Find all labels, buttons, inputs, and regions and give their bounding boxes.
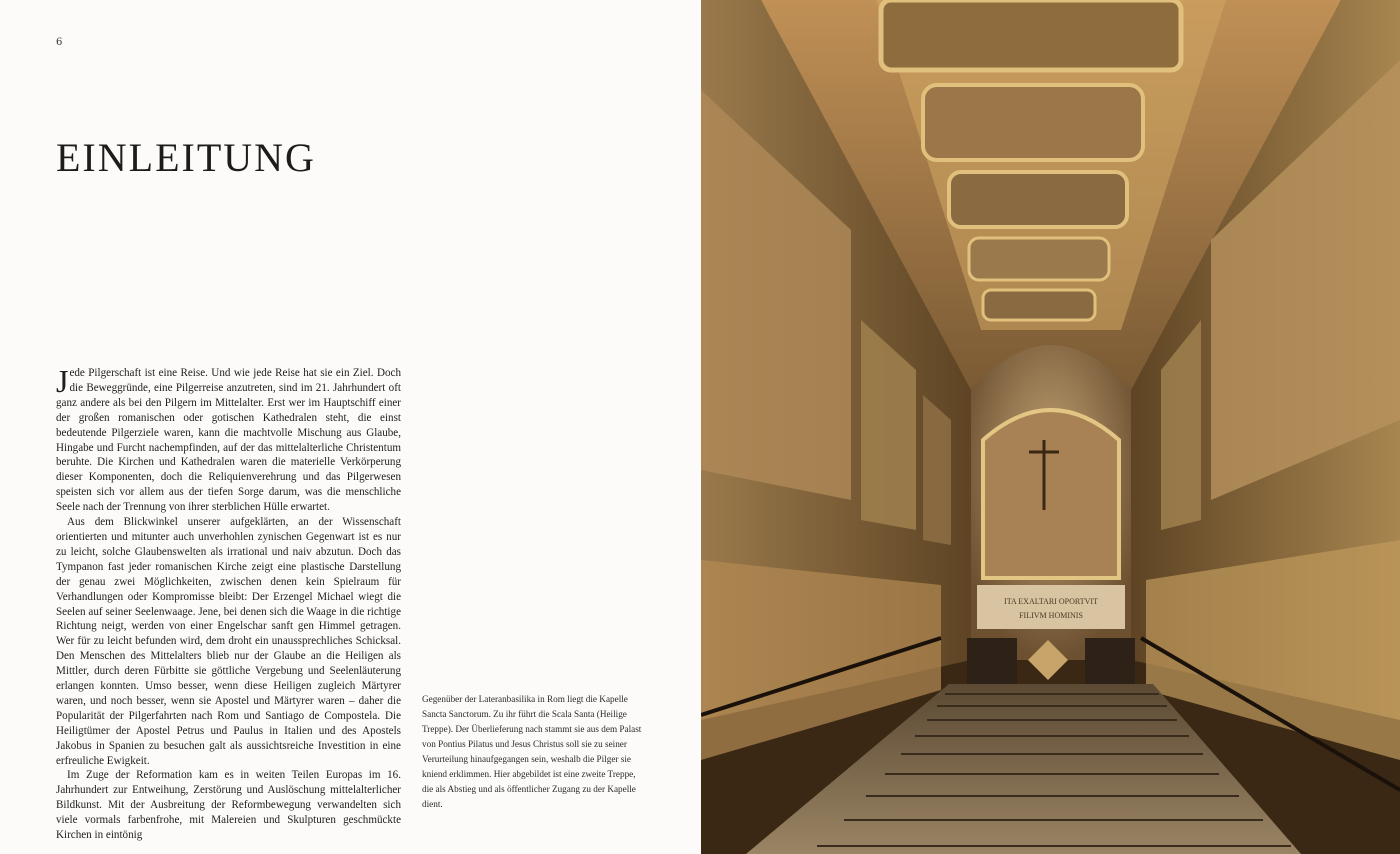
left-gate (967, 638, 1017, 684)
scala-santa-photo (701, 0, 1400, 854)
caption-text: Gegenüber der Lateranbasilika in Rom liegt die Kapelle Sancta Sanctorum. Zu ihr führt die Scala Santa (Heilige Treppe). Der Überlieferung nach stammt sie aus dem Palast von Pontius Pilatus und Jesus Christus soll sie zu seiner Verurteilung hinaufgegangen sein, weshalb die Pilger sie kniend erklimmen. Hier abgebildet ist eine zweite Treppe, die als Abstieg und als öffentlicher Zugang zu der Kapelle dient. (422, 694, 642, 809)
left-fresco-3 (923, 395, 951, 545)
drop-cap: J (56, 363, 69, 399)
ceiling-fresco-1 (881, 0, 1181, 70)
body-text (56, 363, 401, 843)
inscription-line-1: ITA EXALTARI OPORTVIT (1004, 597, 1098, 606)
photo-illustration (701, 0, 1400, 854)
paragraph-1-text: ede Pilgerschaft ist eine Reise. Und wie jede Reise hat sie ein Ziel. Doch die Beweggründe, eine Pilgerreise anzutreten, sind im 21. Jahrhundert oft ganz andere als bei den Pilgern im Mittelalter. Erst wer im Hauptschiff einer der großen romanischen oder gotischen Kathedralen steht, die einst bedeutende Pilgerziele waren, kann die machtvolle Mischung aus Glaube, Hingabe und Furcht nachempfinden, auf der das mittelalterliche Christentum beruhte. Die Kirchen und Kathedralen waren die materielle Verkörperung dieser Komponenten, doch die Reliquienverehrung und das Pilgerwesen speisten sich vor allem aus der tiefen Sorge darum, was die menschliche Seele nach der Trennung von ihrer sterblichen Hülle erwartet. (56, 367, 401, 514)
page-title: EINLEITUNG (56, 135, 316, 180)
paragraph-3: Im Zuge der Reformation kam es in weiten Teilen Europas im 16. Jahrhundert zur Entweihung, Zerstörung und Auslöschung mittelalterlicher Bildkunst. Mit der Ausbreitung der Reformbewegung verwandelten sich viele vormals farbenfrohe, mit Malereien und Skulpturen geschmückte Kirchen in eintönig (56, 769, 401, 842)
apse-fresco-crucifixion (983, 410, 1119, 578)
photo-caption (422, 692, 642, 812)
page-number: 6 (56, 37, 63, 48)
ceiling-fresco-2 (923, 85, 1143, 160)
right-gate (1085, 638, 1135, 684)
paragraph-2: Aus dem Blickwinkel unserer aufgeklärten, an der Wissenschaft orientierten und mitunter auch unverhohlen zynischen Gegenwart ist es nur zu leicht, solche Glaubenswelten als irrational und naiv abzutun. Doch das Tympanon fast jeder romanischen Kirche zeigt eine plastische Darstellung der genau zwei Möglichkeiten, zwischen denen kein Spielraum für Verhandlungen oder Kompromisse bleibt: Der Erzengel Michael wiegt die Seelen auf seiner Seelenwaage. Jene, bei denen sich die Waage in die richtige Richtung neigt, werden von einer Engelschar sanft gen Himmel getragen. Wer für zu leicht befunden wird, dem droht ein unaussprechliches Schicksal. Den Menschen des Mittelalters blieb nur der Glaube an die Heiligen als Mittler, durch deren Fürbitte sie göttliche Vergebung und Seelenläuterung erlangen konnten. Umso besser, wenn diese Heiligen zugleich Märtyrer waren, und noch besser, wenn sie Apostel und Märtyrer waren – daher die Popularität der Pilgerfahrten nach Rom und Santiago de Compostela. Die Heiligtümer der Apostel Petrus und Paulus in Italien und des Apostels Jakobus in Spanien zu besuchen galt als aussichtsreiche Investition in eine erfreuliche Ewigkeit. (56, 516, 401, 767)
ceiling-fresco-3 (949, 172, 1127, 227)
inscription-panel (977, 585, 1125, 629)
paragraph-1 (56, 363, 401, 515)
ceiling-fresco-4 (969, 238, 1109, 280)
ceiling-fresco-5 (983, 290, 1095, 320)
inscription-line-2: FILIVM HOMINIS (1019, 611, 1083, 620)
